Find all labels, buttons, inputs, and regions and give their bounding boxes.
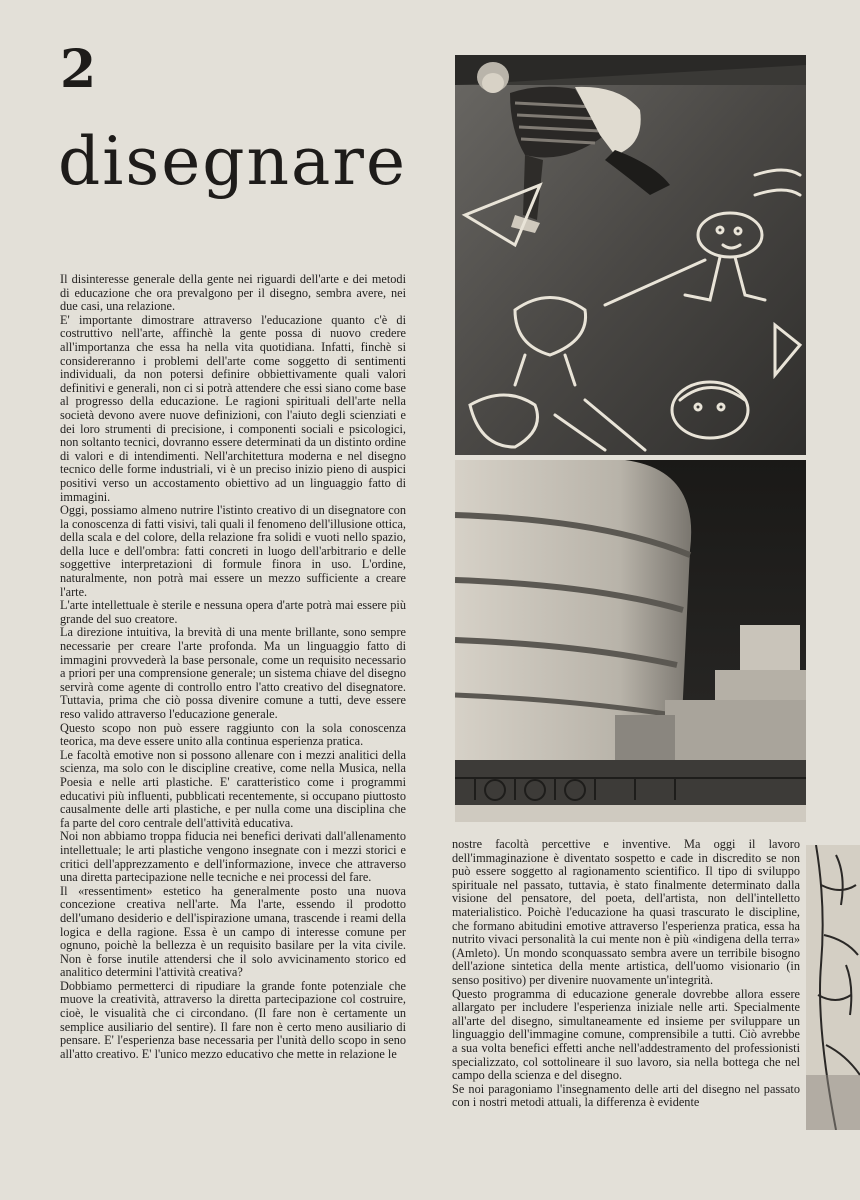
page-number: 2 <box>60 39 97 100</box>
paragraph: Oggi, possiamo almeno nutrire l'istinto creativo di un disegnatore con la conoscenza di fatti visivi, tali quali il fenomeno dell'illusione ottica, della scala e del colore, della relazione fra solidi e vuoti nello spazio, della luce e dell'ombra: fatti concreti in luogo dell'arbitrario e delle soggettive interpretazioni di formule finora in uso. L'ordine, naturalmente, non potrà mai essere un mezzo sufficiente a creare l'arte. <box>60 503 406 599</box>
paragraph: Questo programma di educazione generale dovrebbe allora essere allargato per includere l'esperienza iniziale nelle arti. Specialmente all'arte del disegno, simultaneamente ed insieme per sviluppare un linguaggio dell'immagine comune, comprensibile a tutti. Ciò avrebbe a sua volta benefici effetti anche nell'addestramento del professionisti specializzato, col sottolineare il suo lavoro, sia nella bottega che nel campo della scienza e del disegno. <box>452 986 800 1083</box>
paragraph: Questo scopo non può essere raggiunto con la sola conoscenza teorica, ma deve essere unito alla continua esperienza pratica. <box>60 720 406 749</box>
paragraph: Il «ressentiment» estetico ha generalmente posto una nuova concezione creativa nell'arte. Ma l'arte, essendo il prodotto dell'umano desiderio e dell'ispirazione umana, trascende i reami della logica e della ragione. Essa è un campo di interesse comune per ognuno, poichè la bellezza è un requisito basilare per la vita civile. Non è forse inutile attendersi che il solo avvicinamento storico ed analitico determini l'attività creativa? <box>60 883 406 980</box>
photo-plant-strip <box>806 845 860 1130</box>
paragraph: E' importante dimostrare attraverso l'educazione quanto c'è di costruttivo nell'arte, affinchè la gente possa di nuovo credere all'importanza che essa ha nella vita quotidiana. Infatti, finchè si considereranno i problemi dell'arte come soggetto di sentimenti individuali, da non potersi definire obbiettivamente quali valori definitivi e generali, non ci si potrà attendere che essi siano come base al progresso della educazione. Le ragioni spirituali dell'arte nella società devono avere nuove definizioni, con l'aiuto degli scienziati e dei loro strumenti di precisione, i componenti sociali e psicologici, non soltanto tecnici, dovranno essere determinati da un distinto ordine di valori e di intendimenti. Nell'architettura moderna e nel disegno tecnico delle forme industriali, vi è un preciso inizio pieno di auspici positivi verso un accostamento obiettivo ad un linguaggio fatto di immagini. <box>60 312 406 504</box>
paragraph: nostre facoltà percettive e inventive. Ma oggi il lavoro dell'immaginazione è diventato sospetto e cade in discredito se non può essere soggetto al ragionamento scientifico. Il tipo di sviluppo spirituale nel passato, tuttavia, è stato finalmente determinato dalla visione del pensatore, del poeta, dell'artista, non dell'intelletto materialistico. Poichè l'educazione ha quasi trascurato le discipline, che formano abitudini emotive attraverso l'esperienza pratica, essa ha nutrito vivaci personalità la cui mente non è più «indigena della terra» (Amleto). Un mondo sconquassato sembra avere un terribile bisogno dell'azione sintetica della mente artistica, dell'uomo visionario (in senso positivo) per divenire nuovamente un'integrità. <box>452 837 800 987</box>
photo-child-chalk-drawing <box>455 55 806 455</box>
paragraph: Noi non abbiamo troppa fiducia nei benefici derivati dall'allenamento intellettuale; le arti plastiche vengono insegnate con i mezzi storici e critici dell'apprezzamento e dell'informazione, invece che attraverso una diretta partecipazione nelle tecniche e nei processi del fare. <box>60 829 406 885</box>
paragraph: Se noi paragoniamo l'insegnamento delle arti del disegno nel passato con i nostri metodi attuali, la differenza è evidente <box>452 1081 800 1110</box>
paragraph: Il disinteresse generale della gente nei riguardi dell'arte e dei metodi di educazione che ora prevalgono per il disegno, sembra avere, nei due casi, una relazione. <box>60 272 406 314</box>
paragraph: Dobbiamo permetterci di ripudiare la grande fonte potenziale che muove la creatività, attraverso la diretta partecipazione col costruire, cioè, le visualità che ci circondano. (Il fare non è certamente un semplice ausiliario del sentire). Il fare non è certo meno ausiliario di pensare. E' l'esperienza base necessaria per l'unità dello scopo in seno all'atto creativo. E' l'unico mezzo educativo che mette in relazione le <box>60 978 406 1061</box>
paragraph: Le facoltà emotive non si possono allenare con i mezzi analitici della scienza, ma solo con le discipline creative, come nella Musica, nella Poesia e nelle arti plastiche. E' caratteristico come i programmi educativi più influenti, pubblicati recentemente, si occupano piuttosto causalmente delle arti plastiche, e per nulla come una disciplina che fa parte del coro centrale dell'attività educativa. <box>60 747 406 830</box>
paragraph: L'arte intellettuale è sterile e nessuna opera d'arte potrà mai essere più grande del suo creatore. <box>60 598 406 626</box>
photo-spiral-museum-building <box>455 460 806 822</box>
paragraph: La direzione intuitiva, la brevità di una mente brillante, sono sempre necessarie per creare l'arte profonda. Ma un linguaggio fatto di immagini provvederà la base personale, come un requisito necessario a priori per una comprensione generale; un sistema chiave del disegno servirà come agente di controllo entro l'atto creativo del disegnatore. Tuttavia, prima che ciò possa divenire comune a tutti, deve essere reso valido attraverso l'educazione generale. <box>60 625 406 721</box>
page-title: disegnare <box>58 123 407 200</box>
article-column-left <box>60 273 406 1061</box>
article-column-right <box>452 838 800 1110</box>
